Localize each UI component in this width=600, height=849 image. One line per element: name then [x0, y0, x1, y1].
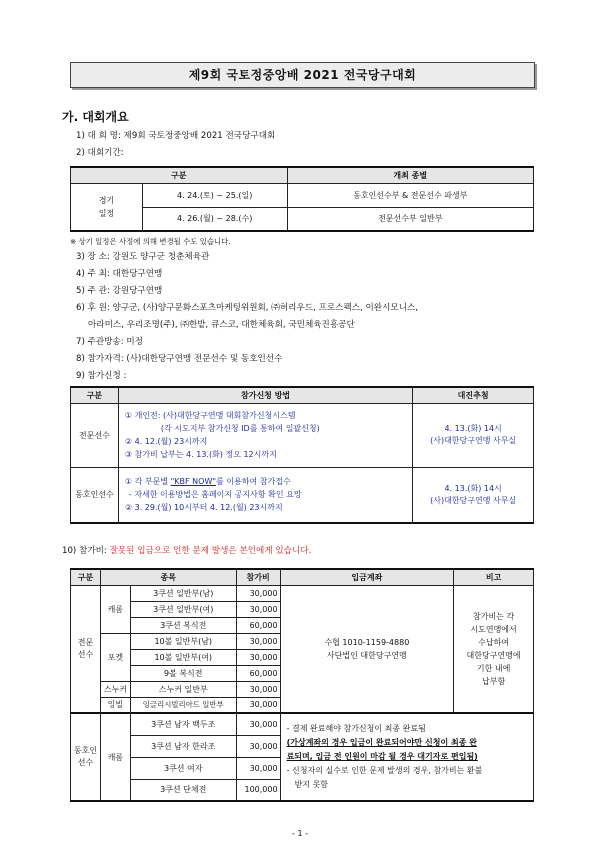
fee-value: 30,000 [236, 735, 280, 757]
apply-pro-step-1: ① 개인전: (사)대한당구연맹 대회참가신청시스템 [124, 411, 296, 420]
section-heading: 가. 대회개요 [62, 110, 129, 124]
fee-value: 60,000 [236, 617, 280, 633]
apply-header-method: 참가신청 방법 [118, 387, 412, 403]
table-row: 3쿠션 일반부(여) [130, 601, 236, 617]
table-row: 10볼 일반부(여) [130, 649, 236, 665]
info-line-7: 7) 주관방송: 미정 [76, 337, 143, 347]
fee-english-label: 잉빌 [100, 697, 130, 713]
fee-am-note-5: 받지 못함 [294, 780, 329, 789]
fee-am-note-3: 료되며, 입금 전 인원이 마감 될 경우 대기자로 편입됨) [286, 752, 478, 761]
fee-header-account: 입금계좌 [280, 569, 454, 585]
fee-header-event: 종목 [100, 569, 236, 585]
table-row: 9볼 복식전 [130, 665, 236, 681]
info-line-8: 8) 참가자격: (사)대한당구연맹 전문선수 및 동호인선수 [76, 354, 283, 364]
apply-pro-draw-place: (사)대한당구연맹 사무실 [430, 436, 517, 445]
table-row: 3쿠션 일반부(남) [130, 585, 236, 601]
fee-remark: 참가비는 각 시도연맹에서 수납하여 대한당구연맹에 기한 내에 납부함 [454, 585, 534, 713]
apply-am-step-1b: 를 이용하여 참가접수 [216, 477, 291, 487]
fee-pro-label: 전문 선수 [71, 585, 101, 713]
fee-label: 10) 참가비: [62, 546, 110, 556]
apply-am-draw-date: 4. 13.(화) 14시 [444, 483, 502, 493]
apply-pro-label: 전문선수 [71, 403, 119, 467]
fee-warning: 잘못된 입금으로 인한 문제 발생은 본인에게 있습니다. [109, 546, 312, 556]
apply-header-category: 구분 [71, 387, 119, 403]
table-row: 10볼 일반부(남) [130, 633, 236, 649]
fee-value: 30,000 [236, 601, 280, 617]
fee-header-category: 구분 [71, 569, 101, 585]
period-date-1: 4. 24.(토) ~ 25.(일) [142, 183, 287, 207]
info-line-5: 5) 주 관: 강원당구연맹 [76, 286, 163, 296]
apply-am-step-1c: - 자세한 이용방법은 홈페이지 공지사항 확인 요망 [128, 490, 302, 500]
table-row: 3쿠션 복식전 [130, 617, 236, 633]
fee-value: 30,000 [236, 585, 280, 601]
fee-value: 30,000 [236, 697, 280, 713]
apply-am-step-1a: ① 각 부문별 [124, 477, 171, 487]
apply-pro-step-3: ③ 참가비 납부는 4. 13.(화) 정오 12시까지 [124, 450, 277, 459]
fee-carom-label: 캐롬 [100, 585, 130, 633]
fee-am-note-4: - 신청자의 실수로 인한 문제 발생의 경우, 참가비는 환불 [286, 766, 483, 775]
period-type-2: 전문선수부 일반부 [287, 207, 533, 231]
fee-value: 30,000 [236, 757, 280, 779]
fee-value: 30,000 [236, 713, 280, 735]
schedule-note: ※ 상기 일정은 사정에 의해 변경될 수도 있습니다. [70, 237, 231, 246]
info-line-6a: 6) 후 원: 양구군, (사)양구문화스포츠마케팅위원회, ㈜허리우드, 프로스펙스, 이완시모니스, [76, 303, 419, 313]
document-title: 제9회 국토정중앙배 2021 전국당구대회 [70, 62, 535, 88]
fee-account-number: 수협 1010-1159-4880 [324, 637, 410, 647]
fee-snooker-label: 스누커 [100, 681, 130, 697]
table-row: 스누커 일반부 [130, 681, 236, 697]
kbf-now-link[interactable]: "KBF NOW" [170, 477, 217, 487]
info-line-4: 4) 주 최: 대한당구연맹 [76, 269, 163, 279]
table-row: 3쿠션 여자 [130, 757, 236, 779]
fee-value: 100,000 [236, 779, 280, 801]
table-row: 잉글리시빌리아드 일반부 [130, 697, 236, 713]
period-header-category: 구분 [71, 167, 288, 183]
apply-amateur-label: 동호인선수 [71, 467, 119, 523]
fee-am-note-1: - 결제 완료해야 참가신청이 최종 완료됨 [286, 724, 426, 733]
application-table [70, 386, 534, 524]
apply-am-step-2: ② 3. 29.(월) 10시부터 4. 12.(월) 23시까지 [124, 503, 283, 513]
fee-value: 30,000 [236, 681, 280, 697]
fee-header-remark: 비고 [454, 569, 534, 585]
fee-value: 30,000 [236, 633, 280, 649]
fee-line [62, 546, 311, 557]
fee-account-holder: 사단법인 대한당구연맹 [326, 650, 407, 660]
fee-value: 30,000 [236, 649, 280, 665]
fee-am-note-2: (가상계좌의 경우 입금이 완료되어야만 신청이 최종 완 [286, 738, 477, 747]
apply-pro-step-2: ② 4. 12.(월) 23시까지 [124, 437, 208, 446]
fee-amateur-label: 동호인 선수 [71, 713, 101, 801]
apply-am-draw-place: (사)대한당구연맹 사무실 [430, 495, 517, 505]
period-date-2: 4. 26.(월) ~ 28.(수) [142, 207, 287, 231]
info-line-2: 2) 대회기간: [76, 148, 124, 158]
info-line-9: 9) 참가신청 : [76, 371, 127, 381]
fee-am-carom-label: 캐롬 [100, 713, 130, 801]
info-line-3: 3) 장 소: 강원도 양구군 청춘체육관 [76, 252, 210, 262]
table-row: 3쿠션 단체전 [130, 779, 236, 801]
apply-pro-step-1b: (각 시도지부 참가신청 ID를 통하여 일괄신청) [160, 424, 320, 433]
fee-pocket-label: 포켓 [100, 633, 130, 681]
apply-pro-draw-date: 4. 13.(화) 14시 [444, 424, 502, 433]
table-row: 3쿠션 남자 백두조 [130, 713, 236, 735]
period-row-head: 경기 일정 [71, 183, 143, 231]
info-line-6b: 아라미스, 우리조명(주), ㈜한밭, 큐스코, 대한체육회, 국민체육진흥공단 [88, 320, 355, 330]
period-type-1: 동호인선수부 & 전문선수 파생부 [287, 183, 533, 207]
page-number: - 1 - [292, 829, 308, 838]
fee-table [70, 568, 534, 802]
period-header-type: 개최 종별 [287, 167, 533, 183]
info-line-1: 1) 대 회 명: 제9회 국토정중앙배 2021 전국당구대회 [76, 131, 276, 141]
apply-header-draw: 대진추첨 [413, 387, 534, 403]
fee-header-fee: 참가비 [236, 569, 280, 585]
period-table [70, 166, 534, 232]
table-row: 3쿠션 남자 한라조 [130, 735, 236, 757]
fee-value: 60,000 [236, 665, 280, 681]
